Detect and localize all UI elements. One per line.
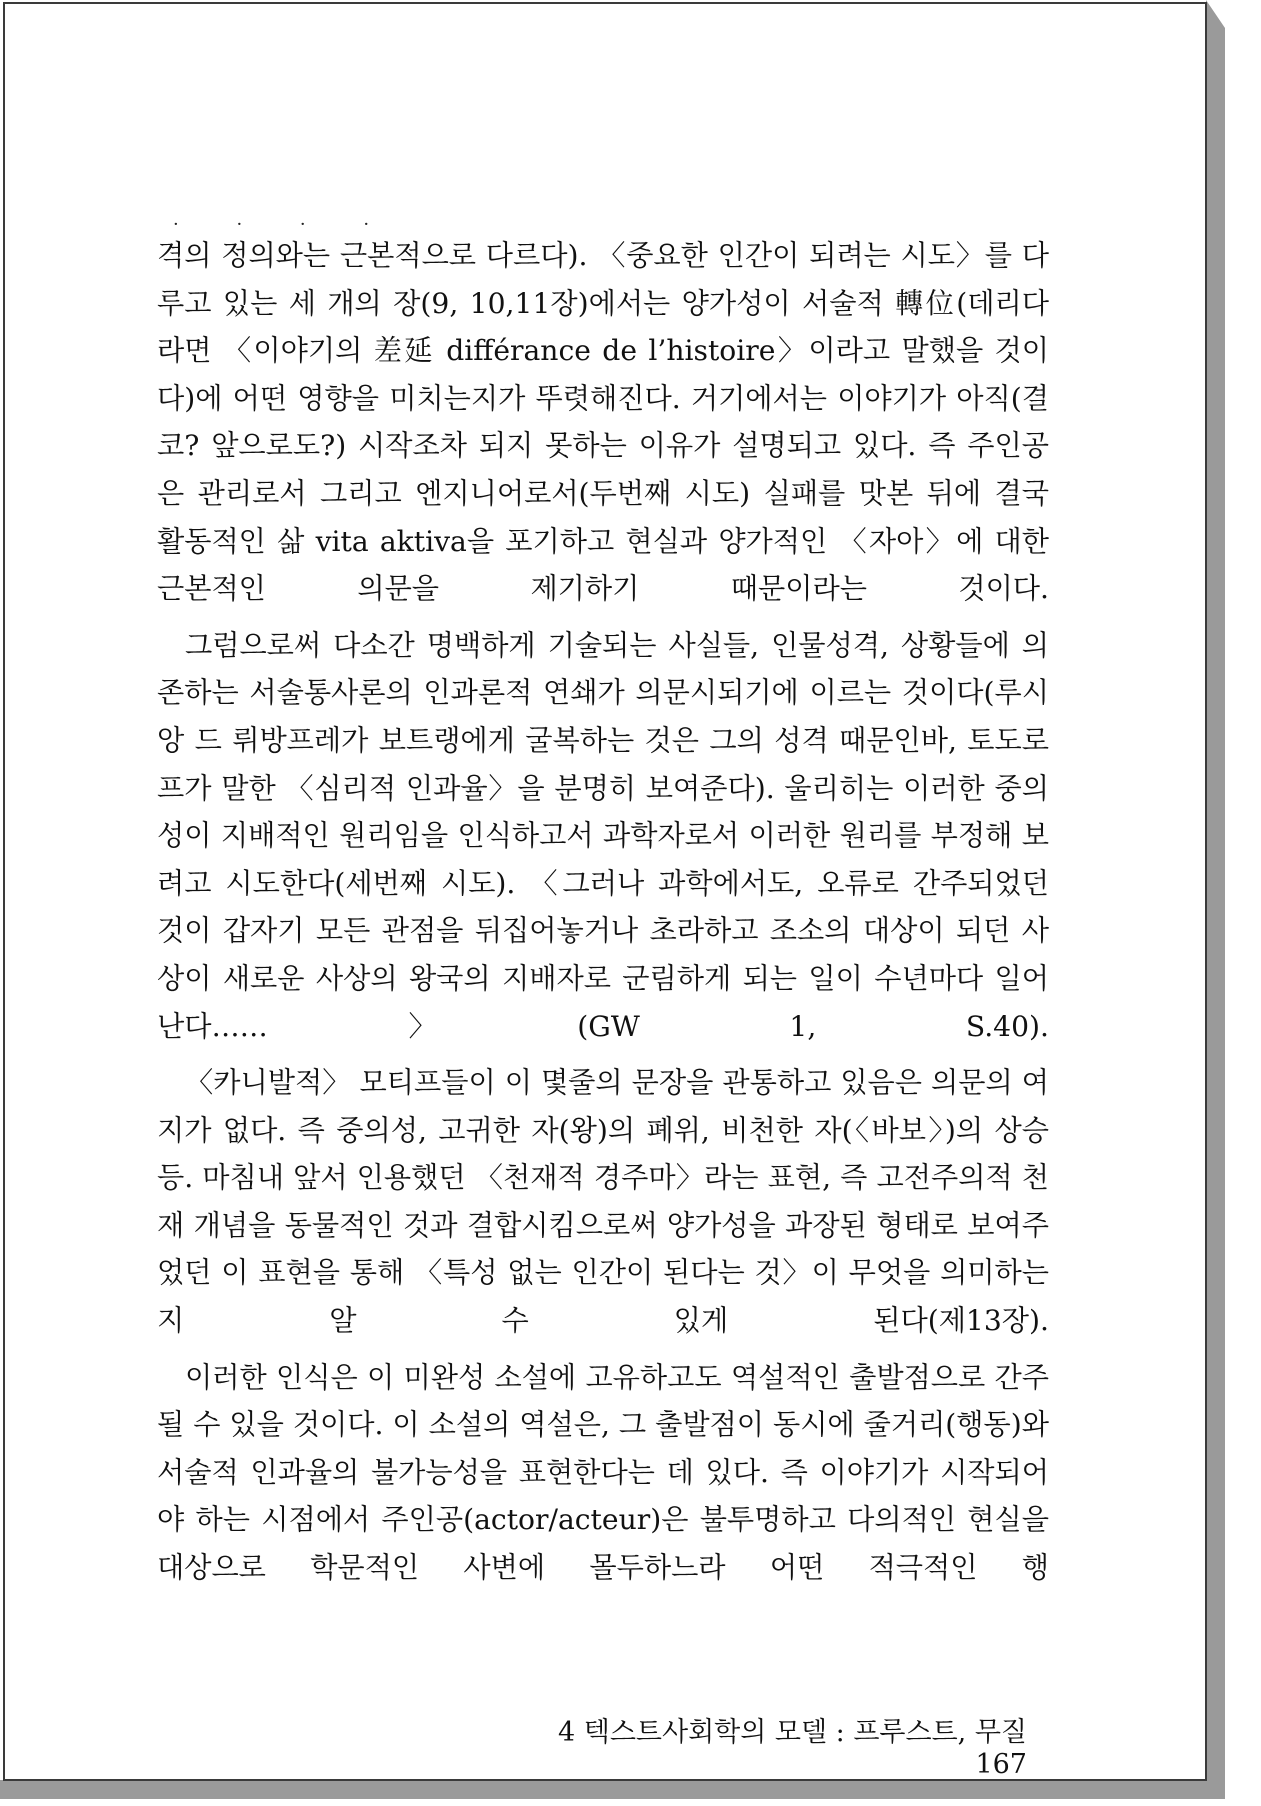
paragraph-2: 그럼으로써 다소간 명백하게 기술되는 사실들, 인물성격, 상황들에 의존하는 서술통사론의 인과론적 연쇄가 의문시되기에 이르는 것이다(루시앙 드 뤼방프레가 보트랭에게 굴복하는 것은 그의 성격 때문인바, 토도로프가 말한 〈심리적 인과율〉을 분명히 보여준다). 울리히는 이러한 중의성이 지배적인 원리임을 인식하고서 과학자로서 이러한 원리를 부정해 보려고 시도한다(세번째 시도). 〈그러나 과학에서도, 오류로 간주되었던 것이 갑자기 모든 관점을 뒤집어놓거나 초라하고 조소의 대상이 되던 사상이 새로운 사상의 왕국의 지배자로 군림하게 되는 일이 수년마다 일어난다……〉(GW 1, S.40). <box>157 628 1049 1043</box>
book-page <box>3 2 1207 1781</box>
page-footer: 4 텍스트사회학의 모델 : 프루스트, 무질 167 <box>558 1717 1027 1780</box>
emphasis-dots: · · · · <box>173 214 396 235</box>
paragraph-1: 격의 정의와는 근본적으로 다르다). 〈중요한 인간이 되려는 시도〉를 다루고 있는 세 개의 장(9, 10,11장)에서는 양가성이 서술적 轉位(데리다라면 〈이야기의 差延 différance de l’histoire〉이라고 말했을 것이다)에 어떤 영향을 미치는지가 뚜렷해진다. 거기에서는 이야기가 아직(결코? 앞으로도?) 시작조차 되지 못하는 이유가 설명되고 있다. 즉 주인공은 관리로서 그리고 엔지니어로서(두번째 시도) 실패를 맛본 뒤에 결국 활동적인 삶 vita aktiva을 포기하고 현실과 양가적인 〈자아〉에 대한 근본적인 의문을 제기하기 때문이라는 것이다. <box>157 239 1049 606</box>
paragraph-3: 〈카니발적〉 모티프들이 이 몇줄의 문장을 관통하고 있음은 의문의 여지가 없다. 즉 중의성, 고귀한 자(왕)의 폐위, 비천한 자(〈바보〉)의 상승 등. 마침내 앞서 인용했던 〈천재적 경주마〉라는 표현, 즉 고전주의적 천재 개념을 동물적인 것과 결합시킴으로써 양가성을 과장된 형태로 보여주었던 이 표현을 통해 〈특성 없는 인간이 된다는 것〉이 무엇을 의미하는지 알 수 있게 된다(제13장). <box>157 1066 1049 1338</box>
body-text <box>157 232 1049 1601</box>
paragraph-4: 이러한 인식은 이 미완성 소설에 고유하고도 역설적인 출발점으로 간주될 수 있을 것이다. 이 소설의 역설은, 그 출발점이 동시에 줄거리(행동)와 서술적 인과율의 불가능성을 표현한다는 데 있다. 즉 이야기가 시작되어야 하는 시점에서 주인공(actor/acteur)은 불투명하고 다의적인 현실을 대상으로 학문적인 사변에 몰두하느라 어떤 적극적인 행 <box>157 1360 1049 1585</box>
